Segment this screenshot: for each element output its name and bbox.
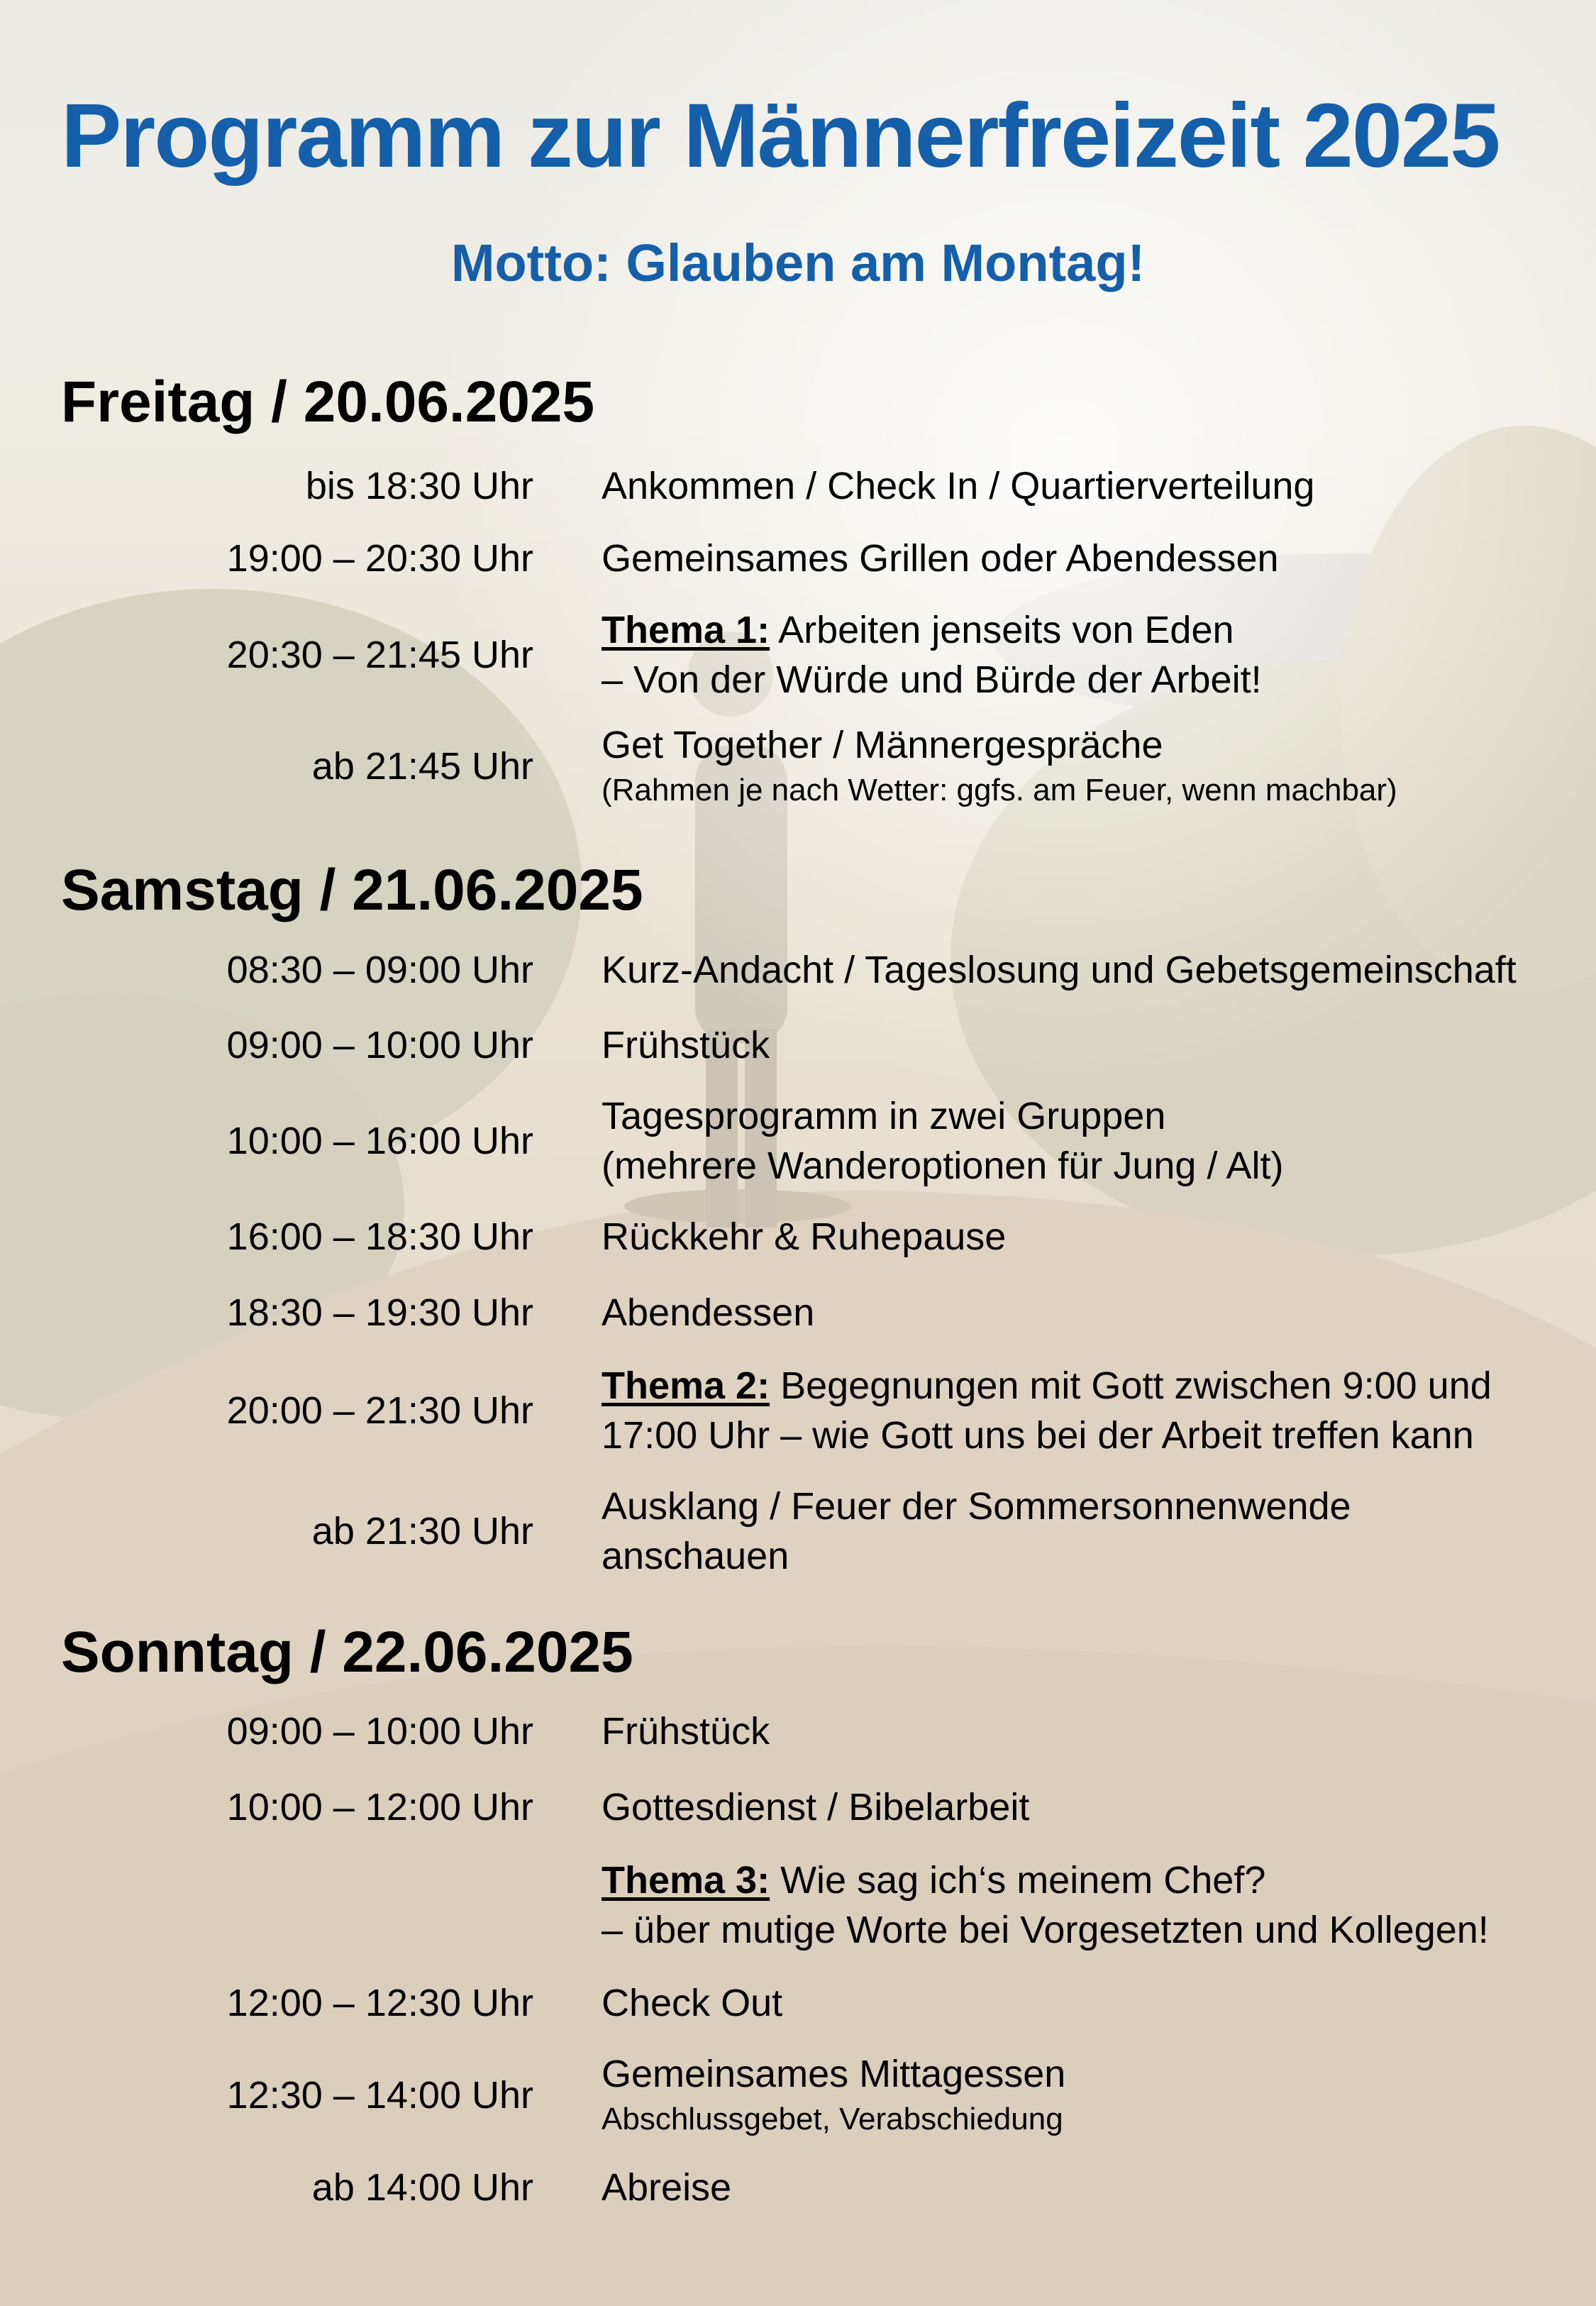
item-time: 08:30 – 09:00 Uhr bbox=[226, 949, 533, 991]
item-time: 09:00 – 10:00 Uhr bbox=[226, 1710, 533, 1753]
item-description: Abreise bbox=[602, 2166, 732, 2209]
item-main-text: Gemeinsames Mittagessen bbox=[602, 2053, 1066, 2095]
item-description bbox=[602, 1361, 1492, 1460]
thema-subtitle: 17:00 Uhr – wie Gott uns bei der Arbeit treffen kann bbox=[602, 1414, 1474, 1457]
schedule-item bbox=[0, 1978, 1596, 2028]
item-note: Abschlussgebet, Verabschiedung bbox=[602, 2102, 1063, 2136]
item-main-text: Tagesprogramm in zwei Gruppen bbox=[602, 1095, 1166, 1137]
schedule-item bbox=[0, 720, 1596, 812]
item-main-text: Get Together / Männergespräche bbox=[602, 724, 1163, 766]
schedule-item bbox=[0, 1782, 1596, 1832]
thema-title: Arbeiten jenseits von Eden bbox=[778, 609, 1234, 651]
item-description bbox=[602, 1855, 1489, 1955]
schedule-item bbox=[0, 1288, 1596, 1337]
item-description bbox=[602, 2049, 1065, 2140]
item-description: Gemeinsames Grillen oder Abendessen bbox=[602, 537, 1279, 580]
motto-subtitle: Motto: Glauben am Montag! bbox=[450, 233, 1146, 292]
schedule-item bbox=[0, 1361, 1596, 1460]
schedule-item bbox=[0, 1212, 1596, 1262]
day-heading-sunday: Sonntag / 22.06.2025 bbox=[61, 1620, 633, 1684]
item-second-line: anschauen bbox=[602, 1535, 789, 1577]
item-time: 20:00 – 21:30 Uhr bbox=[226, 1389, 533, 1432]
thema-title: Begegnungen mit Gott zwischen 9:00 und bbox=[780, 1364, 1492, 1407]
item-main-text: Ausklang / Feuer der Sommersonnenwende bbox=[602, 1485, 1351, 1528]
item-note: (Rahmen je nach Wetter: ggfs. am Feuer, wenn machbar) bbox=[602, 773, 1397, 807]
thema-subtitle: – Von der Würde und Bürde der Arbeit! bbox=[602, 658, 1262, 701]
item-description: Frühstück bbox=[602, 1710, 770, 1753]
item-description bbox=[602, 605, 1262, 705]
thema-label: Thema 3: bbox=[602, 1859, 770, 1902]
schedule-item bbox=[0, 945, 1596, 995]
item-description: Ankommen / Check In / Quartierverteilung bbox=[602, 465, 1315, 507]
item-time: 18:30 – 19:30 Uhr bbox=[226, 1291, 533, 1334]
day-heading-friday: Freitag / 20.06.2025 bbox=[61, 370, 595, 434]
item-time: ab 14:00 Uhr bbox=[311, 2166, 533, 2209]
item-description bbox=[602, 1482, 1351, 1581]
item-time: bis 18:30 Uhr bbox=[305, 465, 533, 507]
day-heading-saturday: Samstag / 21.06.2025 bbox=[61, 858, 643, 922]
page-title: Programm zur Männerfreizeit 2025 bbox=[61, 85, 1500, 187]
item-second-line: (mehrere Wanderoptionen für Jung / Alt) bbox=[602, 1144, 1284, 1187]
schedule-item bbox=[0, 1020, 1596, 1070]
thema-label: Thema 1: bbox=[602, 609, 770, 651]
item-time: 10:00 – 12:00 Uhr bbox=[226, 1786, 533, 1828]
schedule-item bbox=[0, 1482, 1596, 1581]
schedule-item bbox=[0, 461, 1596, 511]
item-time: 19:00 – 20:30 Uhr bbox=[226, 537, 533, 580]
item-time: ab 21:45 Uhr bbox=[311, 745, 533, 788]
item-description bbox=[602, 1091, 1283, 1191]
schedule-item bbox=[0, 605, 1596, 705]
item-time: 12:30 – 14:00 Uhr bbox=[226, 2074, 533, 2117]
item-description: Check Out bbox=[602, 1982, 783, 2024]
item-description: Rückkehr & Ruhepause bbox=[602, 1215, 1007, 1258]
item-time: 12:00 – 12:30 Uhr bbox=[226, 1982, 533, 2024]
thema-title: Wie sag ich‘s meinem Chef? bbox=[780, 1859, 1266, 1902]
schedule-item bbox=[0, 2049, 1596, 2141]
schedule-item bbox=[0, 1855, 1596, 1955]
item-description: Frühstück bbox=[602, 1024, 770, 1066]
item-time: ab 21:30 Uhr bbox=[311, 1510, 533, 1552]
item-time: 16:00 – 18:30 Uhr bbox=[226, 1215, 533, 1258]
item-time: 09:00 – 10:00 Uhr bbox=[226, 1024, 533, 1066]
item-description: Abendessen bbox=[602, 1291, 815, 1334]
item-description bbox=[602, 720, 1397, 811]
item-time: 20:30 – 21:45 Uhr bbox=[226, 634, 533, 676]
thema-label: Thema 2: bbox=[602, 1364, 770, 1407]
thema-subtitle: – über mutige Worte bei Vorgesetzten und Kollegen! bbox=[602, 1909, 1489, 1951]
item-description: Gottesdienst / Bibelarbeit bbox=[602, 1786, 1030, 1828]
schedule-item bbox=[0, 534, 1596, 583]
schedule-item bbox=[0, 1706, 1596, 1756]
schedule-item bbox=[0, 1091, 1596, 1191]
schedule-item bbox=[0, 2163, 1596, 2212]
item-description: Kurz-Andacht / Tageslosung und Gebetsgemeinschaft bbox=[602, 949, 1517, 991]
item-time: 10:00 – 16:00 Uhr bbox=[226, 1120, 533, 1162]
